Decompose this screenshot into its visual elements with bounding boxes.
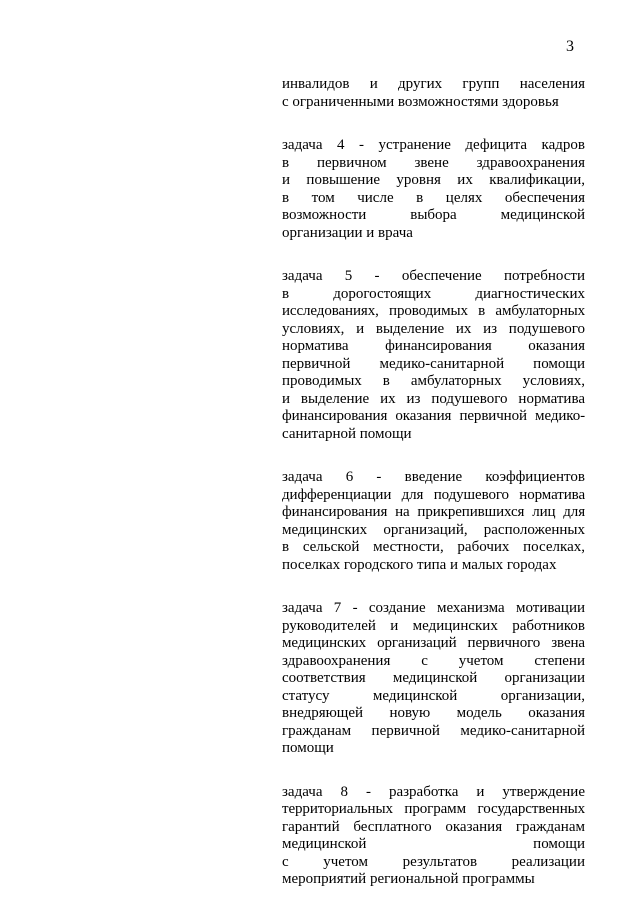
paragraph-intro-continuation [282, 76, 585, 111]
paragraph-task-6 [282, 469, 585, 574]
text-line: соответствия медицинской организации [282, 670, 585, 686]
paragraph-task-4 [282, 137, 585, 242]
text-line: задача 6 - введение коэффициентов [282, 469, 585, 485]
paragraph-task-7 [282, 600, 585, 758]
text-line: дифференциации для подушевого норматива [282, 486, 585, 503]
text-line: норматива финансирования оказания [282, 338, 585, 354]
text-line: в первичном звене здравоохранения [282, 154, 585, 171]
text-line: возможности выбора медицинской [282, 207, 585, 223]
text-line: территориальных программ государственных [282, 801, 585, 817]
text-line: инвалидов и других групп населения [282, 76, 585, 92]
text-line: финансирования на прикрепившихся лиц для [282, 504, 585, 520]
text-line: статусу медицинской организации, [282, 687, 585, 704]
text-line: с учетом результатов реализации [282, 853, 585, 870]
text-line: гражданам первичной медико-санитарной [282, 722, 585, 739]
text-line: санитарной помощи [282, 425, 412, 442]
text-line: задача 8 - разработка и утверждение [282, 783, 585, 800]
paragraph-task-8 [282, 784, 585, 889]
text-line: с ограниченными возможностями здоровья [282, 93, 559, 110]
paragraph-task-5 [282, 268, 585, 443]
text-line: условиях, и выделение их из подушевого [282, 320, 585, 337]
document-body [282, 76, 585, 915]
text-line: мероприятий региональной программы [282, 871, 535, 887]
text-line: задача 5 - обеспечение потребности [282, 268, 585, 284]
text-line: финансирования оказания первичной медико- [282, 408, 585, 424]
text-line: в сельской местности, рабочих поселках, [282, 539, 585, 555]
text-line: в том числе в целях обеспечения [282, 189, 585, 206]
text-line: задача 7 - создание механизма мотивации [282, 600, 585, 616]
text-line: проводимых в амбулаторных условиях, [282, 373, 585, 389]
text-line: поселках городского типа и малых городах [282, 556, 557, 573]
text-line: задача 4 - устранение дефицита кадров [282, 137, 585, 153]
page-number: 3 [566, 38, 574, 55]
text-line: организации и врача [282, 224, 413, 241]
text-line: медицинских организаций первичного звена [282, 635, 585, 651]
text-line: руководителей и медицинских работников [282, 617, 585, 634]
text-line: внедряющей новую модель оказания [282, 705, 585, 721]
text-line: и повышение уровня их квалификации, [282, 172, 585, 188]
text-line: медицинских организаций, расположенных [282, 521, 585, 538]
text-line: здравоохранения с учетом степени [282, 652, 585, 669]
text-line: помощи [282, 740, 334, 756]
text-line: медицинской помощи [282, 836, 585, 852]
text-line: первичной медико-санитарной помощи [282, 355, 585, 372]
text-line: и выделение их из подушевого норматива [282, 390, 585, 407]
text-line: гарантий бесплатного оказания гражданам [282, 818, 585, 835]
text-line: исследованиях, проводимых в амбулаторных [282, 303, 585, 319]
text-line: в дорогостоящих диагностических [282, 285, 585, 302]
